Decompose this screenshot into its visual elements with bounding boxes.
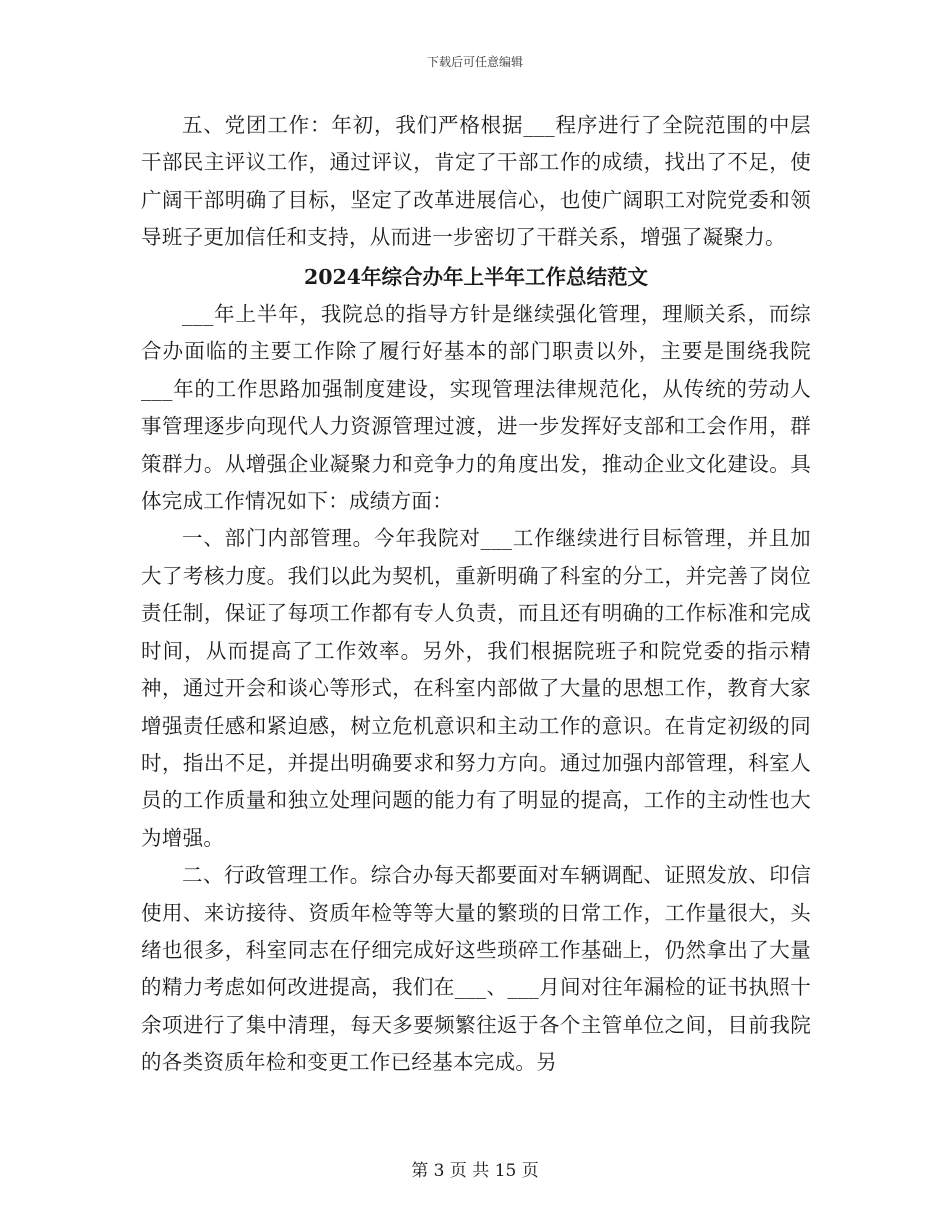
paragraph-party-work: 五、党团工作：年初，我们严格根据___程序进行了全院范围的中层干部民主评议工作，通过评议，肯定了干部工作的成绩，找出了不足，使广阔干部明确了目标，坚定了改革进展信心，也使广阔职工对院党委和领导班子更加信任和支持，从而进一步密切了干群关系，增强了凝聚力。	[141, 113, 811, 250]
download-note: 下载后可任意编辑	[426, 55, 523, 69]
page-indicator: 第 3 页 共 15 页	[411, 1161, 539, 1181]
paragraph-intro: ___年上半年，我院总的指导方针是继续强化管理，理顺关系，而综合办面临的主要工作除了履行好基本的部门职责以外，主要是围绕我院___年的工作思路加强制度建设，实现管理法律规范化，从传统的劳动人事管理逐步向现代人力资源管理过渡，进一步发挥好支部和工会作用，群策群力。从增强企业凝聚力和竞争力的角度出发，推动企业文化建设。具体完成工作情况如下：成绩方面：	[141, 302, 811, 514]
document-body	[141, 107, 811, 1082]
paragraph-internal-management: 一、部门内部管理。今年我院对___工作继续进行目标管理，并且加大了考核力度。我们以此为契机，重新明确了科室的分工，并完善了岗位责任制，保证了每项工作都有专人负责，而且还有明确的工作标准和完成时间，从而提高了工作效率。另外，我们根据院班子和院党委的指示精神，通过开会和谈心等形式，在科室内部做了大量的思想工作，教育大家增强责任感和紧迫感，树立危机意识和主动工作的意识。在肯定初级的同时，指出不足，并提出明确要求和努力方向。通过加强内部管理，科室人员的工作质量和独立处理问题的能力有了明显的提高，工作的主动性也大为增强。	[141, 526, 811, 850]
section-title: 2024年综合办年上半年工作总结范文	[303, 264, 649, 289]
paragraph-admin-management: 二、行政管理工作。综合办每天都要面对车辆调配、证照发放、印信使用、来访接待、资质年检等等大量的繁琐的日常工作，工作量很大，头绪也很多，科室同志在仔细完成好这些琐碎工作基础上，仍然拿出了大量的精力考虑如何改进提高，我们在___、___月间对往年漏检的证书执照十余项进行了集中清理，每天多要频繁往返于各个主管单位之间，目前我院的各类资质年检和变更工作已经基本完成。另	[141, 863, 811, 1075]
